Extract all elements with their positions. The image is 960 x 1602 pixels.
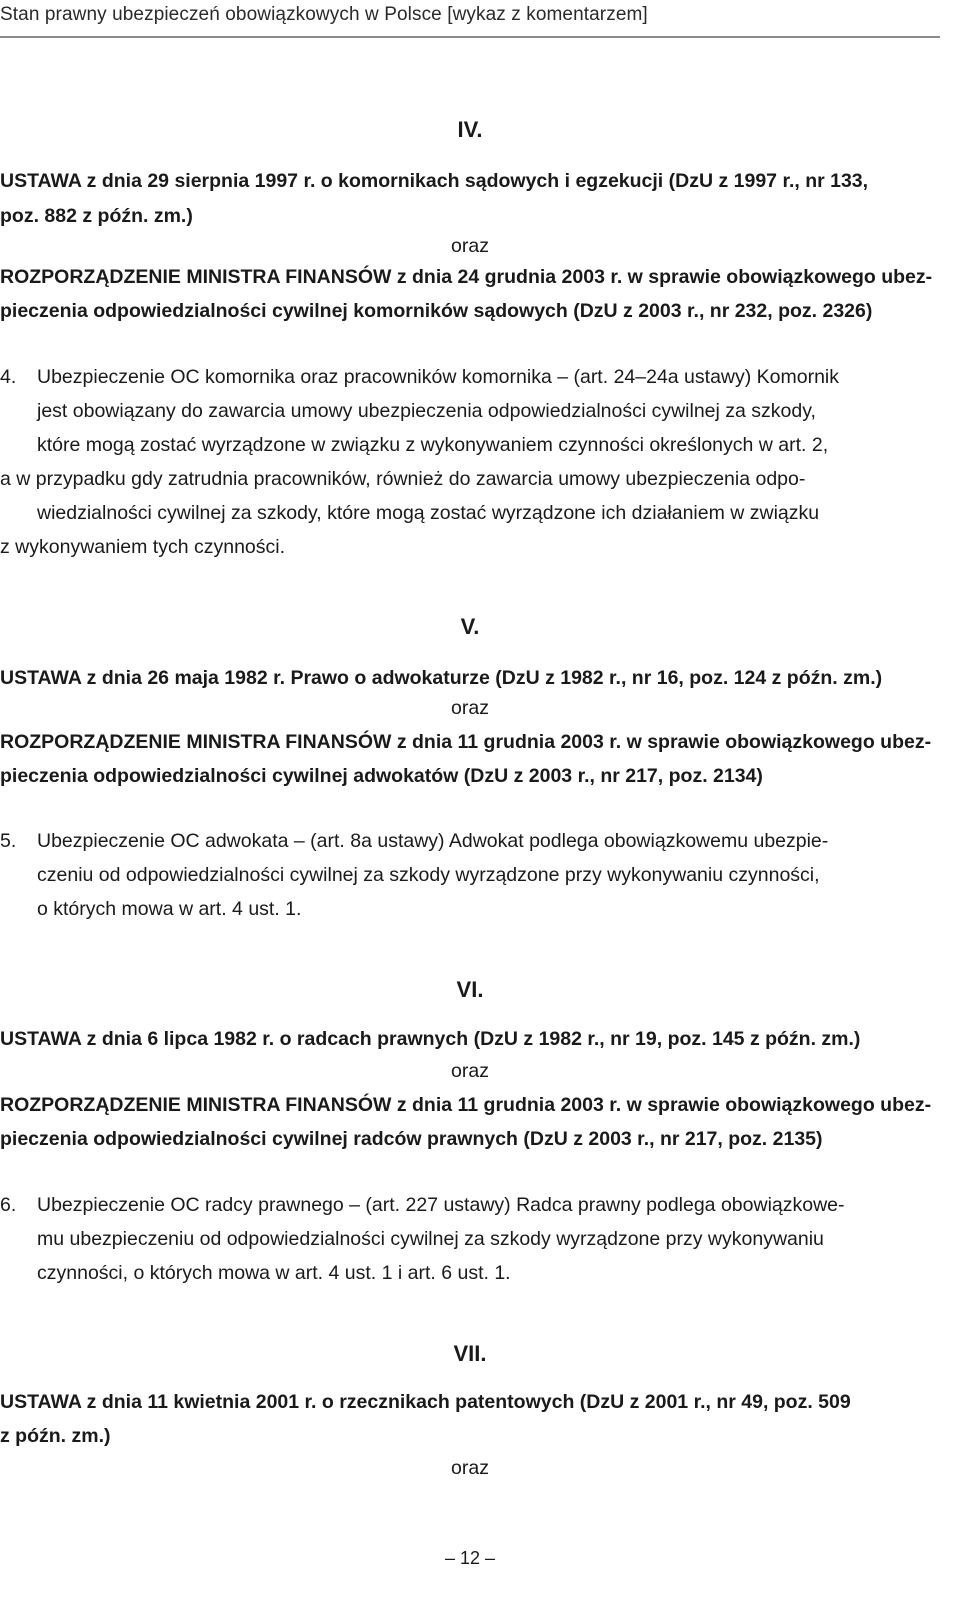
- regulation-title-line: pieczenia odpowiedzialności cywilnej radców prawnych (DzU z 2003 r., nr 217, poz. 2135): [0, 1128, 823, 1150]
- section-numeral-iv: IV.: [457, 117, 483, 142]
- conjunction-oraz: oraz: [451, 1457, 489, 1479]
- item-text-line: mu ubezpieczeniu od odpowiedzialności cywilnej za szkody wyrządzone przy wykonywaniu: [37, 1228, 824, 1250]
- act-title-line: USTAWA z dnia 6 lipca 1982 r. o radcach prawnych (DzU z 1982 r., nr 19, poz. 145 z późn. zm.): [0, 1028, 861, 1050]
- item-text-line: wiedzialności cywilnej za szkody, które mogą zostać wyrządzone ich działaniem w związku: [37, 502, 820, 524]
- item-text-line: które mogą zostać wyrządzone w związku z wykonywaniem czynności określonych w art. 2,: [37, 434, 829, 456]
- item-text-line: czynności, o których mowa w art. 4 ust. 1 i art. 6 ust. 1.: [37, 1262, 511, 1284]
- item-text-line: Ubezpieczenie OC adwokata – (art. 8a ustawy) Adwokat podlega obowiązkowemu ubezpie-: [37, 830, 829, 852]
- section-numeral-vi: VI.: [456, 977, 484, 1002]
- item-text-line: czeniu od odpowiedzialności cywilnej za szkody wyrządzone przy wykonywaniu czynności,: [37, 864, 820, 886]
- item-text-line: o których mowa w art. 4 ust. 1.: [37, 898, 302, 920]
- section-numeral-vii: VII.: [453, 1341, 487, 1366]
- header-divider: [0, 36, 940, 38]
- regulation-title-line: ROZPORZĄDZENIE MINISTRA FINANSÓW z dnia 11 grudnia 2003 r. w sprawie obowiązkowego ubez-: [0, 731, 932, 753]
- item-text-line: a w przypadku gdy zatrudnia pracowników, również do zawarcia umowy ubezpieczenia odpo-: [0, 468, 806, 490]
- item-text-line: Ubezpieczenie OC komornika oraz pracowników komornika – (art. 24–24a ustawy) Komornik: [37, 366, 840, 388]
- page-number: – 12 –: [444, 1548, 496, 1568]
- item-number: 4.: [0, 366, 17, 388]
- section-numeral-v: V.: [460, 614, 480, 639]
- item-number: 5.: [0, 830, 17, 852]
- item-text-line: jest obowiązany do zawarcia umowy ubezpieczenia odpowiedzialności cywilnej za szkody,: [37, 400, 816, 422]
- conjunction-oraz: oraz: [451, 235, 489, 257]
- running-header: Stan prawny ubezpieczeń obowiązkowych w Polsce [wykaz z komentarzem]: [0, 4, 648, 25]
- act-title-line: USTAWA z dnia 26 maja 1982 r. Prawo o adwokaturze (DzU z 1982 r., nr 16, poz. 124 z późn. zm.): [0, 667, 883, 689]
- act-title-line: USTAWA z dnia 11 kwietnia 2001 r. o rzecznikach patentowych (DzU z 2001 r., nr 49, poz. 509: [0, 1391, 851, 1413]
- regulation-title-line: ROZPORZĄDZENIE MINISTRA FINANSÓW z dnia 11 grudnia 2003 r. w sprawie obowiązkowego ubez-: [0, 1094, 932, 1116]
- conjunction-oraz: oraz: [451, 1060, 489, 1082]
- regulation-title-line: pieczenia odpowiedzialności cywilnej komorników sądowych (DzU z 2003 r., nr 232, poz. 2326): [0, 300, 873, 322]
- act-title-line: USTAWA z dnia 29 sierpnia 1997 r. o komornikach sądowych i egzekucji (DzU z 1997 r., nr 133,: [0, 170, 869, 192]
- item-text-line: z wykonywaniem tych czynności.: [0, 536, 286, 558]
- regulation-title-line: ROZPORZĄDZENIE MINISTRA FINANSÓW z dnia 24 grudnia 2003 r. w sprawie obowiązkowego ubez-: [0, 266, 933, 288]
- act-title-line: z późn. zm.): [0, 1425, 111, 1447]
- regulation-title-line: pieczenia odpowiedzialności cywilnej adwokatów (DzU z 2003 r., nr 217, poz. 2134): [0, 765, 763, 787]
- act-title-line: poz. 882 z późn. zm.): [0, 205, 193, 227]
- item-number: 6.: [0, 1194, 17, 1216]
- conjunction-oraz: oraz: [451, 697, 489, 719]
- item-text-line: Ubezpieczenie OC radcy prawnego – (art. 227 ustawy) Radca prawny podlega obowiązkowe-: [37, 1194, 845, 1216]
